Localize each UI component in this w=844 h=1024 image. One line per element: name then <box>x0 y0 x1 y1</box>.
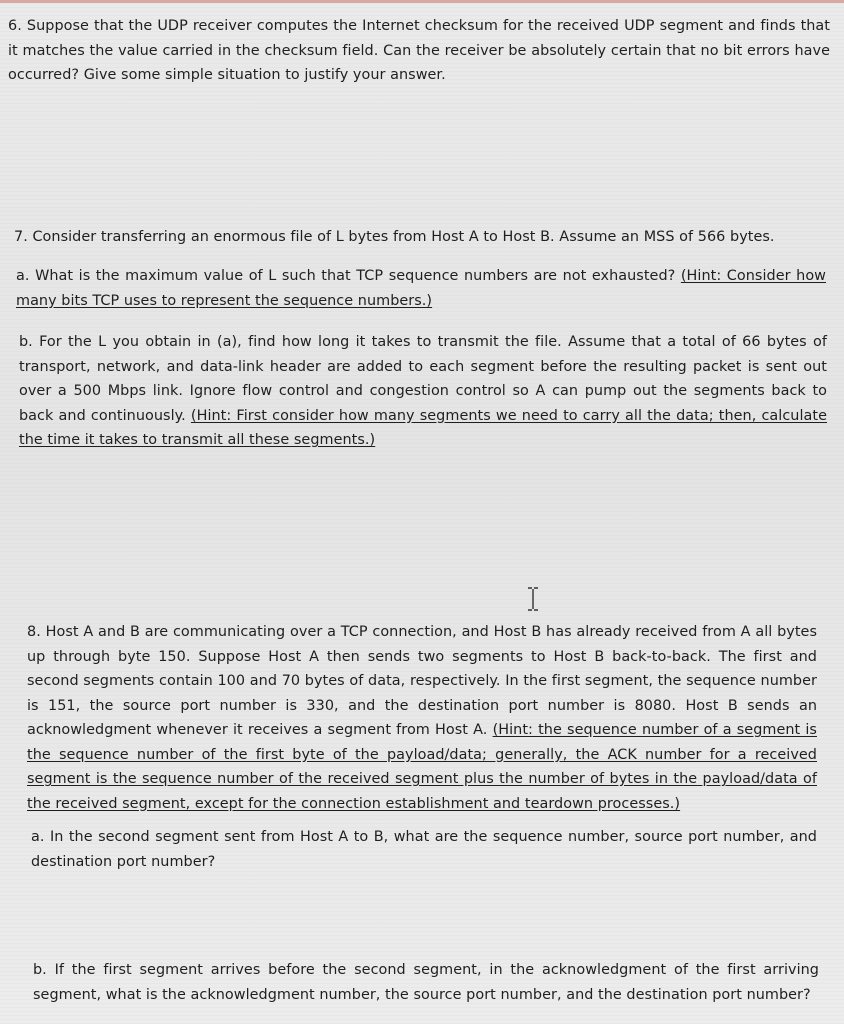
question-8-text: 8. Host A and B are communicating over a TCP connection, and Host B has already received from A all bytes up through byte 150. Suppose Host A then sends two segments to Host B back-to-back. The first and second segments contain 100 and 70 bytes of data, respectively. In the first segment, the sequence number is 151, the source port number is 330, and the destination port number is 8080. Host B sends an acknowledgment whenever it receives a segment from Host A. <box>27 624 817 738</box>
question-7a <box>16 264 826 313</box>
question-8-hint: (Hint: the sequence number of a segment is the sequence number of the first byte of the payload/data; generally, the ACK number for a received segment is the sequence number of the received segment plus the number of bytes in the payload/data of the received segment, except for the connection establishment and teardown processes.) <box>27 722 817 812</box>
text-cursor-icon <box>526 587 540 611</box>
question-7a-hint: (Hint: Consider how many bits TCP uses to represent the sequence numbers.) <box>16 268 826 309</box>
question-6: 6. Suppose that the UDP receiver computes the Internet checksum for the received UDP segment and finds that it matches the value carried in the checksum field. Can the receiver be absolutely certain that no bit errors have occurred? Give some simple situation to justify your answer. <box>8 18 830 83</box>
question-8a: a. In the second segment sent from Host A to B, what are the sequence number, source port number, and destination port number? <box>31 829 817 870</box>
question-8 <box>27 620 817 816</box>
page-top-border <box>0 0 844 3</box>
question-8b: b. If the first segment arrives before the second segment, in the acknowledgment of the first arriving segment, what is the acknowledgment number, the source port number, and the destination port number? <box>33 962 819 1003</box>
question-7: 7. Consider transferring an enormous file of L bytes from Host A to Host B. Assume an MSS of 566 bytes. <box>14 229 775 245</box>
question-7b <box>19 330 827 453</box>
question-7b-hint: (Hint: First consider how many segments we need to carry all the data; then, calculate the time it takes to transmit all these segments.) <box>19 407 827 448</box>
question-7b-text: b. For the L you obtain in (a), find how long it takes to transmit the file. Assume that a total of 66 bytes of transport, network, and data-link header are added to each segment before the resulting packet is sent out over a 500 Mbps link. Ignore flow control and congestion control so A can pump out the segments back to back and continuously. <box>19 334 827 424</box>
question-7a-text: a. What is the maximum value of L such that TCP sequence numbers are not exhausted? <box>16 268 681 284</box>
